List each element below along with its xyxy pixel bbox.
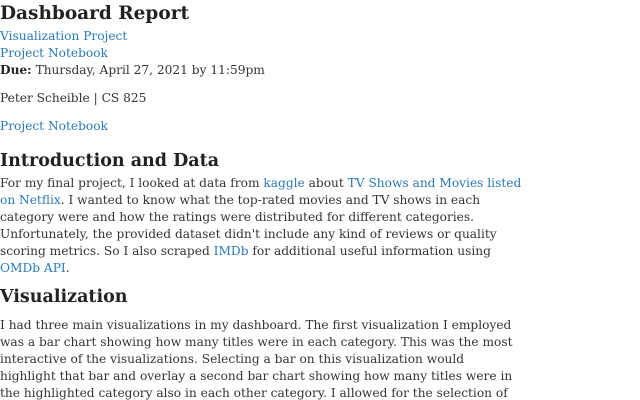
intro-text: . [65,261,70,275]
visualization-paragraph [0,317,513,400]
visualization-project-link[interactable]: Visualization Project [0,29,128,43]
intro-text: . I wanted to know what the top-rated movies and TV shows in each [60,193,481,207]
intro-heading: Introduction and Data [0,151,220,171]
viz-line: I had three main visualizations in my dashboard. The first visualization I employed [0,318,512,332]
intro-line-4: Unfortunately, the provided dataset didn't include any kind of reviews or quality [0,227,497,241]
intro-line-6 [0,260,430,277]
omdb-api-link[interactable]: OMDb API [0,261,66,275]
netflix-dataset-link[interactable]: TV Shows and Movies listed [347,176,522,190]
viz-line: the highlighted category also in each other category. I allowed for the selection of [0,386,508,400]
intro-line-2 [0,192,481,209]
viz-line: highlight that bar and overlay a second bar chart showing how many titles were in [0,369,513,383]
header-links [0,28,265,79]
page-title: Dashboard Report [0,3,189,24]
author-text: Peter Scheible | CS 825 [0,91,147,105]
notebook-link-block [0,118,108,135]
viz-line: interactive of the visualizations. Selecting a bar on this visualization would [0,352,465,366]
netflix-dataset-link-cont[interactable]: on Netflix [0,193,61,207]
intro-text: For my final project, I looked at data from [0,176,264,190]
viz-line: was a bar chart showing how many titles were in each category. This was the most [0,335,513,349]
intro-text: about [304,176,348,190]
intro-paragraph [0,175,522,277]
project-notebook-link[interactable]: Project Notebook [0,46,108,60]
visualization-heading: Visualization [0,287,128,307]
author-line [0,90,146,107]
due-label: Due: [0,63,32,77]
intro-line-3: category were and how the ratings were distributed for different categories. [0,210,475,224]
due-value: Thursday, April 27, 2021 by 11:59pm [35,63,265,77]
intro-text: for additional useful information using [248,244,491,258]
intro-line-5 [0,243,491,260]
due-date [0,62,265,79]
intro-text: scoring metrics. So I also scraped [0,244,214,258]
imdb-link[interactable]: IMDb [213,244,249,258]
project-notebook-link-2[interactable]: Project Notebook [0,119,108,133]
kaggle-link[interactable]: kaggle [263,176,305,190]
intro-line-1 [0,175,522,192]
